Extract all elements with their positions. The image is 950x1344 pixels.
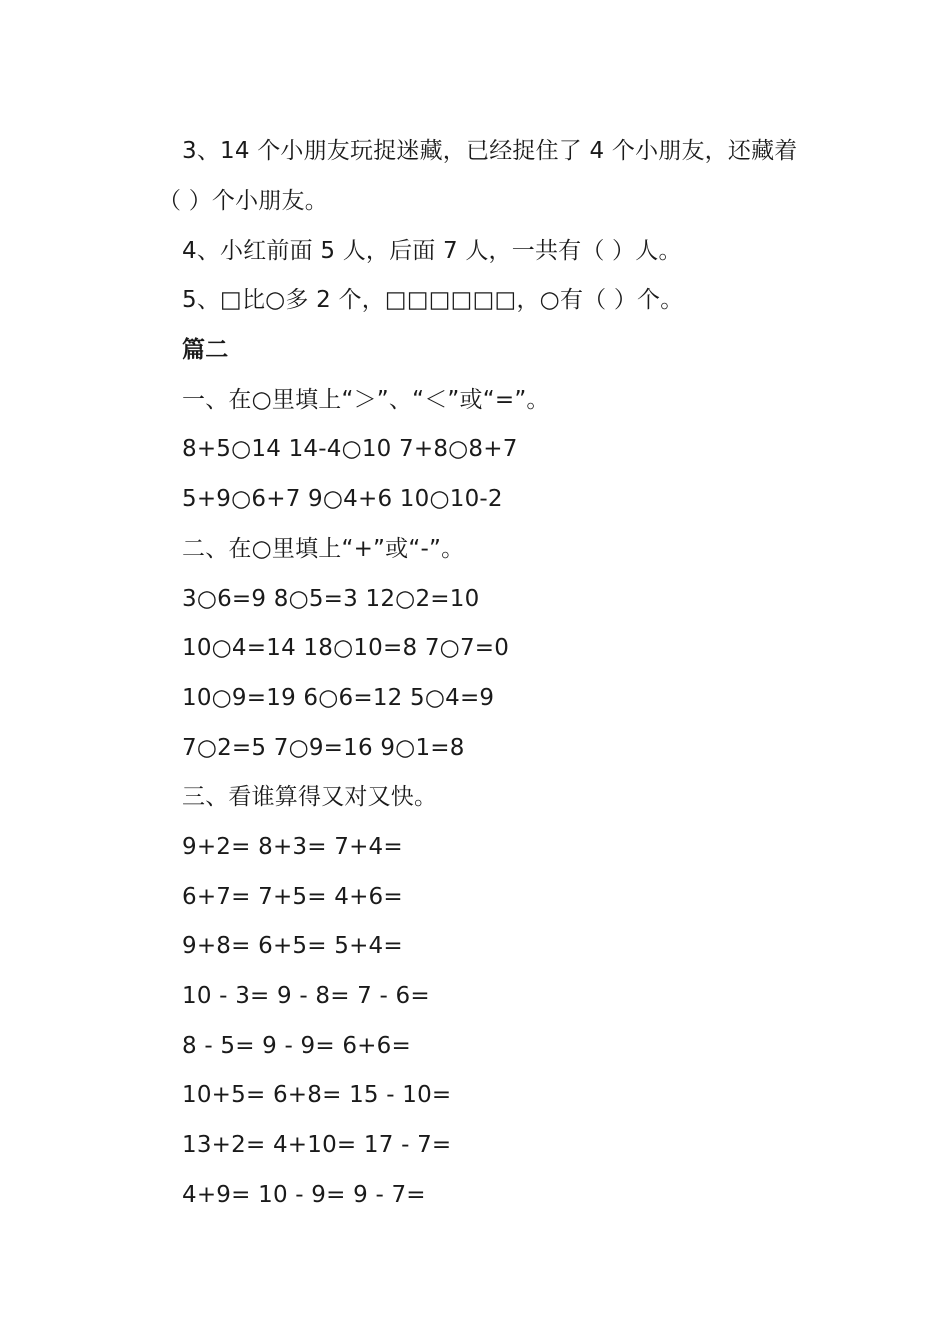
part-2-row-4: 7○2=5 7○9=16 9○1=8 bbox=[182, 735, 465, 761]
question-5: 5、□比○多 2 个，□□□□□□，○有（ ）个。 bbox=[182, 287, 684, 313]
section-heading: 篇二 bbox=[182, 337, 229, 363]
part-3-row-7: 13+2= 4+10= 17 - 7= bbox=[182, 1132, 452, 1158]
part-1-row-1: 8+5○14 14-4○10 7+8○8+7 bbox=[182, 436, 518, 462]
question-4: 4、小红前面 5 人，后面 7 人，一共有（ ）人。 bbox=[182, 238, 682, 264]
part-3-instruction: 三、看谁算得又对又快。 bbox=[182, 784, 438, 810]
part-2-row-3: 10○9=19 6○6=12 5○4=9 bbox=[182, 685, 495, 711]
part-1-row-2: 5+9○6+7 9○4+6 10○10-2 bbox=[182, 486, 503, 512]
part-2-instruction: 二、在○里填上“+”或“-”。 bbox=[182, 536, 465, 562]
part-3-row-6: 10+5= 6+8= 15 - 10= bbox=[182, 1082, 452, 1108]
part-2-row-1: 3○6=9 8○5=3 12○2=10 bbox=[182, 586, 480, 612]
part-3-row-5: 8 - 5= 9 - 9= 6+6= bbox=[182, 1033, 411, 1059]
part-3-row-8: 4+9= 10 - 9= 9 - 7= bbox=[182, 1182, 426, 1208]
part-2-row-2: 10○4=14 18○10=8 7○7=0 bbox=[182, 635, 510, 661]
question-3-line-1: 3、14 个小朋友玩捉迷藏，已经捉住了 4 个小朋友，还藏着 bbox=[182, 138, 798, 164]
part-3-row-2: 6+7= 7+5= 4+6= bbox=[182, 884, 403, 910]
part-3-row-1: 9+2= 8+3= 7+4= bbox=[182, 834, 403, 860]
part-1-instruction: 一、在○里填上“＞”、“＜”或“=”。 bbox=[182, 387, 550, 413]
part-3-row-3: 9+8= 6+5= 5+4= bbox=[182, 933, 403, 959]
part-3-row-4: 10 - 3= 9 - 8= 7 - 6= bbox=[182, 983, 430, 1009]
question-3-line-2: （ ）个小朋友。 bbox=[158, 188, 328, 214]
